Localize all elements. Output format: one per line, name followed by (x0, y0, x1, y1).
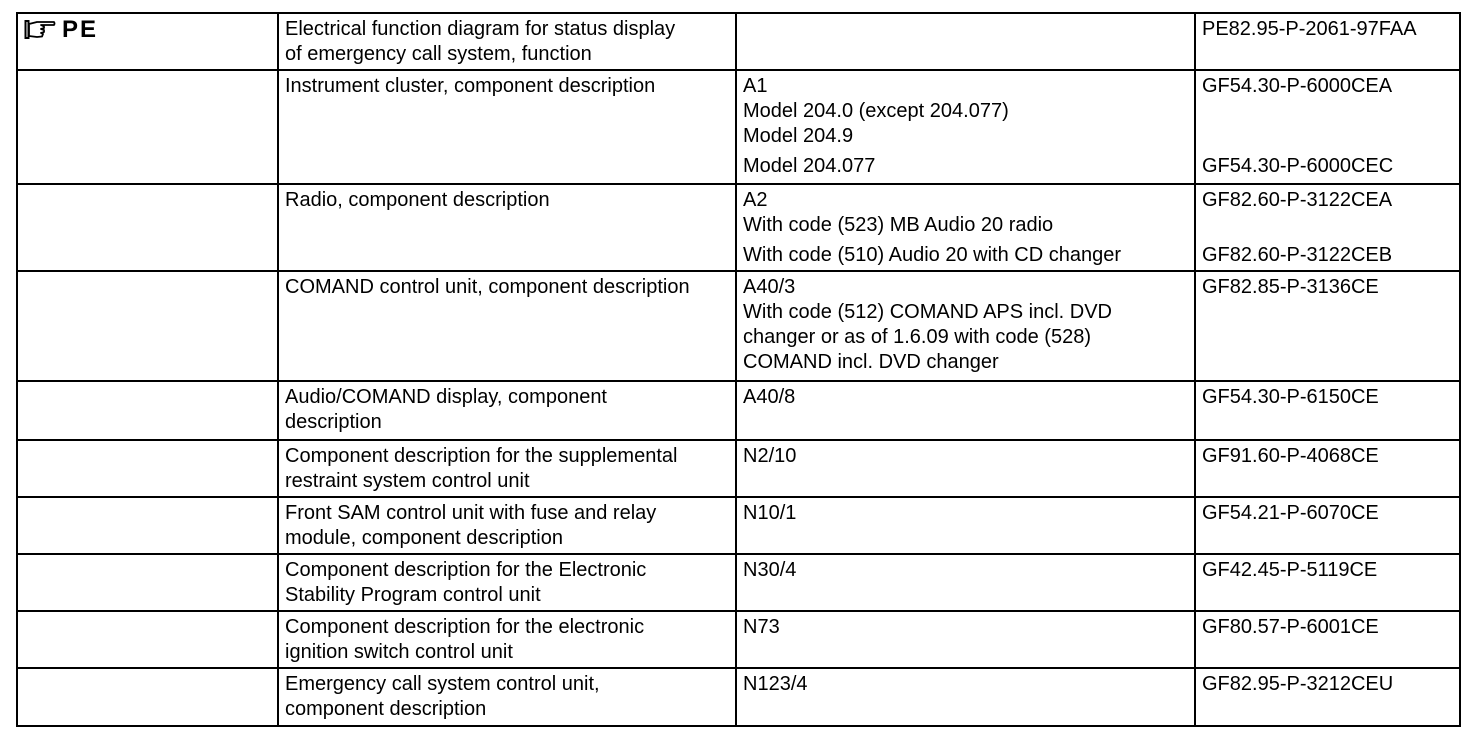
description-cell (278, 271, 736, 381)
description-line: Electrical function diagram for status display (285, 18, 676, 40)
marker-cell (17, 70, 278, 184)
component-cell (736, 271, 1195, 381)
component-variant: With code (523) MB Audio 20 radio (743, 214, 1054, 236)
marker-cell (17, 554, 278, 611)
document-reference: GF82.60-P-3122CEB (1202, 244, 1393, 266)
table-row (17, 184, 1460, 271)
description-cell (278, 440, 736, 497)
spacer (1202, 124, 1453, 149)
marker-cell (17, 381, 278, 440)
document-cell (1195, 497, 1460, 554)
description-cell (278, 554, 736, 611)
table-row (17, 440, 1460, 497)
document-cell (1195, 271, 1460, 381)
table-row (17, 497, 1460, 554)
description-line: Component description for the electronic (285, 616, 645, 638)
component-variant: Model 204.9 (743, 125, 854, 147)
document-reference: GF42.45-P-5119CE (1202, 559, 1378, 581)
marker-cell (17, 440, 278, 497)
document-reference: GF82.85-P-3136CE (1202, 276, 1379, 298)
table-row (17, 13, 1460, 70)
description-line: module, component description (285, 527, 563, 549)
document-cell (1195, 381, 1460, 440)
pointing-hand-icon (24, 19, 56, 41)
description-line: restraint system control unit (285, 470, 530, 492)
component-code: A2 (743, 189, 768, 211)
document-reference: GF54.30-P-6150CE (1202, 386, 1379, 408)
description-line: Emergency call system control unit, (285, 673, 600, 695)
table-row (17, 554, 1460, 611)
description-line: of emergency call system, function (285, 43, 592, 65)
component-code: N30/4 (743, 559, 797, 581)
reference-table (16, 12, 1461, 727)
table-row (17, 611, 1460, 668)
component-variant: changer or as of 1.6.09 with code (528) (743, 326, 1091, 348)
description-line: Front SAM control unit with fuse and relay (285, 502, 657, 524)
marker-cell (17, 184, 278, 271)
document-cell (1195, 13, 1460, 70)
component-cell (736, 13, 1195, 70)
table-row (17, 381, 1460, 440)
marker-cell (17, 13, 278, 70)
component-code: N123/4 (743, 673, 808, 695)
document-cell (1195, 184, 1460, 271)
description-cell (278, 611, 736, 668)
description-line: Component description for the Electronic (285, 559, 647, 581)
description-line: component description (285, 698, 487, 720)
component-cell (736, 381, 1195, 440)
spacer (1202, 213, 1453, 238)
description-line: Instrument cluster, component description (285, 75, 656, 97)
document-cell (1195, 668, 1460, 726)
component-code: N73 (743, 616, 780, 638)
description-line: Stability Program control unit (285, 584, 541, 606)
document-cell (1195, 611, 1460, 668)
component-code: N10/1 (743, 502, 797, 524)
document-reference: GF54.30-P-6000CEA (1202, 75, 1393, 97)
document-reference: GF82.95-P-3212CEU (1202, 673, 1394, 695)
description-cell (278, 184, 736, 271)
component-cell (736, 611, 1195, 668)
document-reference: GF54.30-P-6000CEC (1202, 155, 1394, 177)
component-variant: Model 204.0 (except 204.077) (743, 100, 1009, 122)
component-cell (736, 554, 1195, 611)
description-cell (278, 497, 736, 554)
description-cell (278, 668, 736, 726)
document-cell (1195, 554, 1460, 611)
component-variant: With code (512) COMAND APS incl. DVD (743, 301, 1112, 323)
component-code: A1 (743, 75, 768, 97)
component-variant: COMAND incl. DVD changer (743, 351, 999, 373)
document-cell (1195, 70, 1460, 184)
description-line: description (285, 411, 382, 433)
component-cell (736, 497, 1195, 554)
description-line: ignition switch control unit (285, 641, 513, 663)
description-line: Component description for the supplemental (285, 445, 678, 467)
component-cell (736, 70, 1195, 184)
component-variant: Model 204.077 (743, 155, 876, 177)
document-cell (1195, 440, 1460, 497)
pe-marker (24, 17, 271, 42)
table-row (17, 668, 1460, 726)
component-cell (736, 184, 1195, 271)
marker-cell (17, 668, 278, 726)
description-line: Audio/COMAND display, component (285, 386, 607, 408)
document-reference: PE82.95-P-2061-97FAA (1202, 18, 1417, 40)
component-cell (736, 668, 1195, 726)
component-cell (736, 440, 1195, 497)
table-row (17, 271, 1460, 381)
component-code: A40/3 (743, 276, 796, 298)
table-row (17, 70, 1460, 184)
marker-cell (17, 611, 278, 668)
marker-cell (17, 497, 278, 554)
marker-cell (17, 271, 278, 381)
description-cell (278, 70, 736, 184)
description-line: Radio, component description (285, 189, 550, 211)
description-cell (278, 13, 736, 70)
document-reference: GF82.60-P-3122CEA (1202, 189, 1393, 211)
document-reference: GF91.60-P-4068CE (1202, 445, 1379, 467)
spacer (1202, 99, 1453, 124)
component-variant: With code (510) Audio 20 with CD changer (743, 244, 1121, 266)
marker-label: PE (62, 16, 99, 43)
description-line: COMAND control unit, component description (285, 276, 690, 298)
description-cell (278, 381, 736, 440)
component-code: N2/10 (743, 445, 797, 467)
document-reference: GF80.57-P-6001CE (1202, 616, 1379, 638)
document-reference: GF54.21-P-6070CE (1202, 502, 1379, 524)
component-code: A40/8 (743, 386, 796, 408)
